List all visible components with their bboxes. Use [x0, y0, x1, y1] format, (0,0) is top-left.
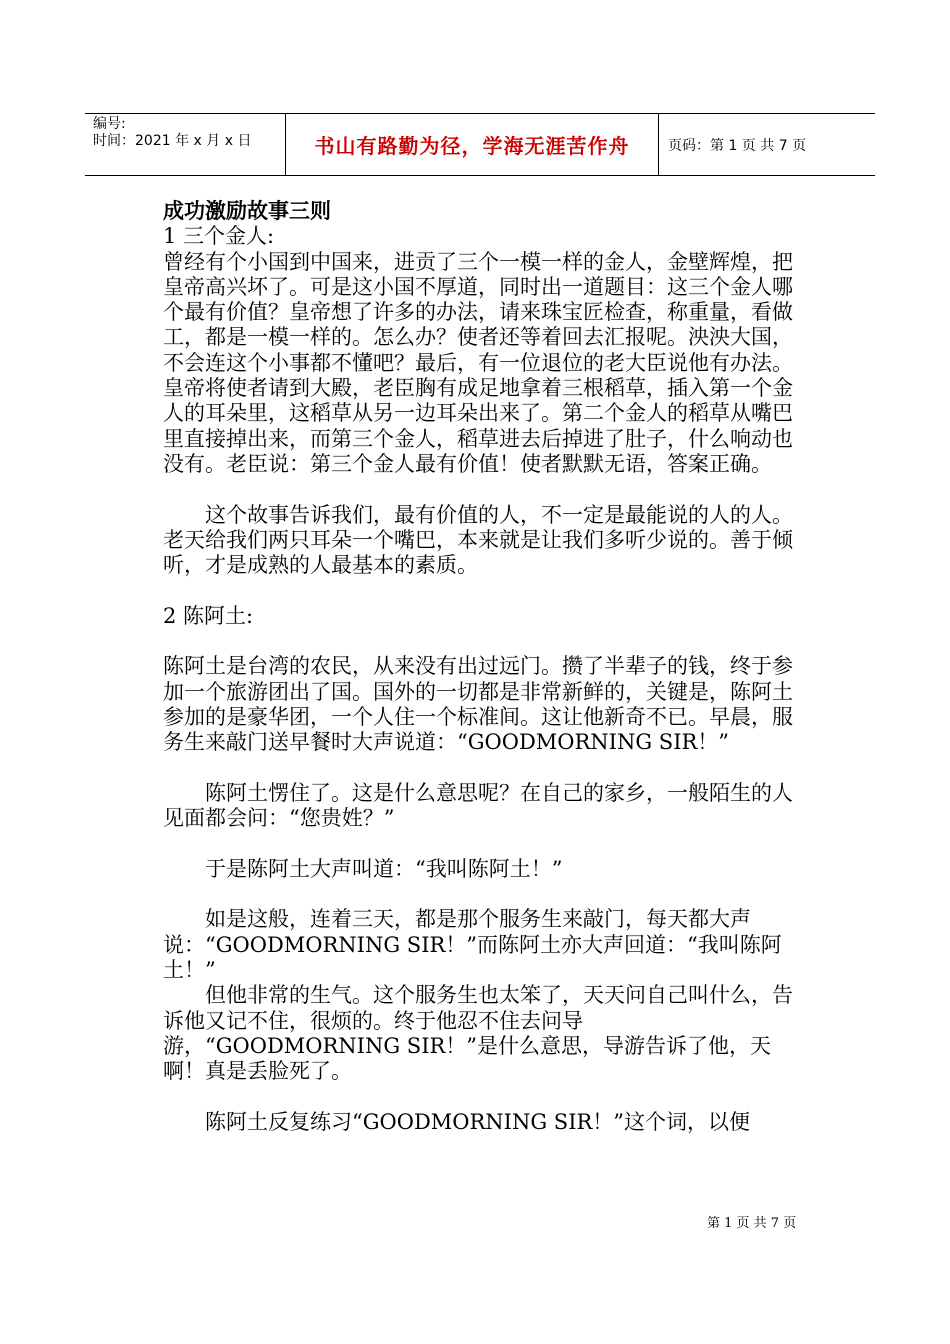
document-body [163, 199, 803, 1135]
story1-paragraph-1: 曾经有个小国到中国来，进贡了三个一模一样的金人，金壁辉煌，把皇帝高兴坏了。可是这小国不厚道，同时出一道题目：这三个金人哪个最有价值？皇帝想了许多的办法，请来珠宝匠检查，称重量，看做工，都是一模一样的。怎么办？使者还等着回去汇报呢。泱泱大国，不会连这个小事都不懂吧？最后，有一位退位的老大臣说他有办法。皇帝将使者请到大殿，老臣胸有成足地拿着三根稻草，插入第一个金人的耳朵里，这稻草从另一边耳朵出来了。第二个金人的稻草从嘴巴里直接掉出来，而第三个金人，稻草进去后掉进了肚子，什么响动也没有。老臣说：第三个金人最有价值！使者默默无语，答案正确。 [163, 249, 793, 476]
story1-paragraph-2: 这个故事告诉我们，最有价值的人，不一定是最能说的人的人。老天给我们两只耳朵一个嘴巴，本来就是让我们多听少说的。善于倾听，才是成熟的人最基本的素质。 [163, 502, 793, 578]
document-number-label: 编号: [93, 116, 126, 132]
story2-heading: 2 陈阿土: [163, 603, 254, 628]
page-header [85, 113, 875, 176]
document-time-label: 时间：2021 年 x 月 x 日 [93, 133, 252, 149]
story2-paragraph-3: 于是陈阿土大声叫道：“我叫陈阿土！” [205, 856, 563, 881]
story2-paragraph-4: 如是这般，连着三天，都是那个服务生来敲门，每天都大声说：“GOODMORNING SIR！”而陈阿土亦大声回道：“我叫陈阿土！” [163, 907, 782, 982]
story2-paragraph-2: 陈阿土愣住了。这是什么意思呢？在自己的家乡，一般陌生的人见面都会问：“您贵姓？” [163, 780, 793, 831]
story2-paragraph-5: 但他非常的生气。这个服务生也太笨了，天天问自己叫什么，告诉他又记不住，很烦的。终于他忍不住去问导游，“GOODMORNING SIR！”是什么意思，导游告诉了他，天啊！真是丢脸死了。 [163, 983, 793, 1084]
story2-paragraph-6: 陈阿土反复练习“GOODMORNING SIR！”这个词，以便 [205, 1109, 751, 1134]
header-meta [93, 116, 251, 150]
header-page-info: 页码：第 1 页 共 7 页 [668, 137, 807, 154]
story2-paragraph-1: 陈阿土是台湾的农民，从来没有出过远门。攒了半辈子的钱，终于参加一个旅游团出了国。国外的一切都是非常新鲜的，关键是，陈阿土参加的是豪华团，一个人住一个标准间。这让他新奇不已。早晨，服务生来敲门送早餐时大声说道：“GOODMORNING SIR！” [163, 654, 793, 755]
story1-heading: 1 三个金人: [163, 224, 275, 249]
document-title: 成功激励故事三则 [163, 199, 331, 223]
header-motto: 书山有路勤为径，学海无涯苦作舟 [285, 114, 659, 175]
footer-page-number: 第 1 页 共 7 页 [707, 1216, 797, 1231]
